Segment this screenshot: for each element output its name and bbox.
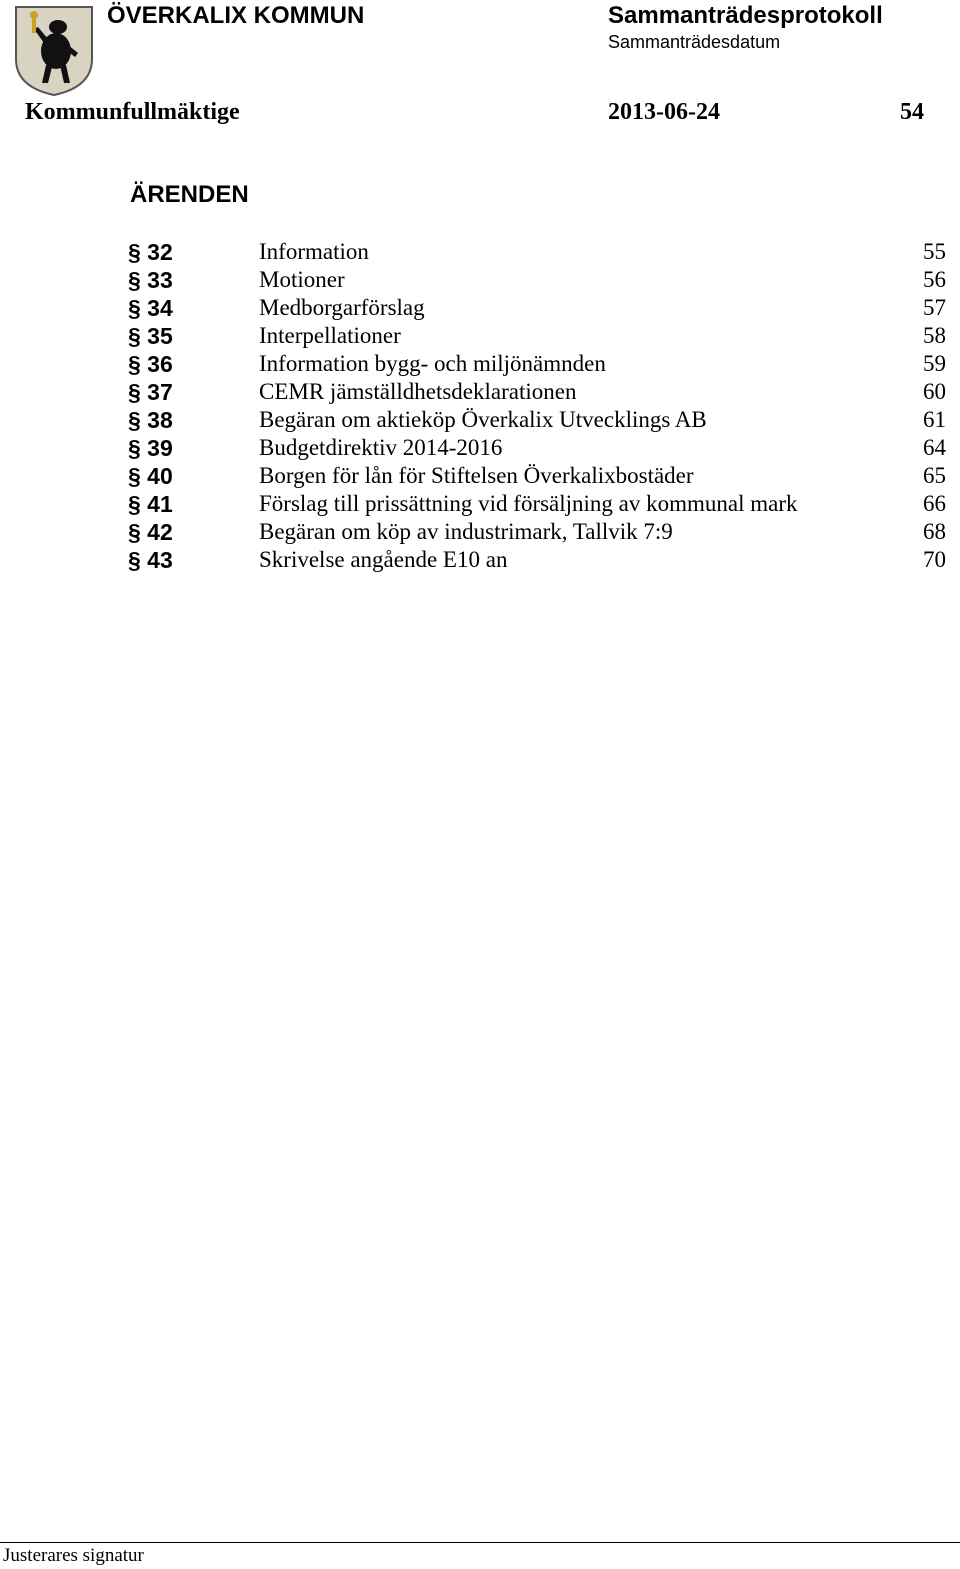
section-number: § 41: [128, 491, 173, 517]
agenda-list: [128, 238, 946, 574]
municipality-name: ÖVERKALIX KOMMUN: [107, 2, 365, 29]
item-page: 59: [923, 351, 946, 376]
item-title: Medborgarförslag: [259, 295, 425, 320]
item-title: Motioner: [259, 267, 345, 292]
item-page: 70: [923, 547, 946, 572]
item-page: 60: [923, 379, 946, 404]
item-page: 58: [923, 323, 946, 348]
section-heading: ÄRENDEN: [130, 181, 249, 208]
section-number: § 34: [128, 295, 173, 321]
agenda-item: [128, 406, 946, 434]
section-number: § 36: [128, 351, 173, 377]
item-title: Förslag till prissättning vid försäljning av kommunal mark: [259, 491, 798, 516]
agenda-item: [128, 434, 946, 462]
item-page: 61: [923, 407, 946, 432]
footer-divider: [0, 1542, 960, 1543]
item-page: 66: [923, 491, 946, 516]
agenda-item: [128, 490, 946, 518]
item-title: Skrivelse angående E10 an: [259, 547, 508, 572]
item-page: 64: [923, 435, 946, 460]
item-page: 55: [923, 239, 946, 264]
agenda-item: [128, 462, 946, 490]
page-number: 54: [900, 99, 924, 125]
item-title: Interpellationer: [259, 323, 401, 348]
governing-body: Kommunfullmäktige: [25, 99, 240, 125]
municipal-coat-of-arms: [12, 3, 96, 97]
item-page: 65: [923, 463, 946, 488]
meeting-date: 2013-06-24: [608, 99, 720, 125]
section-number: § 37: [128, 379, 173, 405]
item-title: CEMR jämställdhetsdeklarationen: [259, 379, 577, 404]
agenda-item: [128, 518, 946, 546]
item-page: 57: [923, 295, 946, 320]
section-number: § 38: [128, 407, 173, 433]
item-title: Information bygg- och miljönämnden: [259, 351, 606, 376]
item-page: 68: [923, 519, 946, 544]
signature-label: Justerares signatur: [3, 1545, 144, 1566]
section-number: § 43: [128, 547, 173, 573]
section-number: § 42: [128, 519, 173, 545]
agenda-item: [128, 238, 946, 266]
section-number: § 40: [128, 463, 173, 489]
section-number: § 32: [128, 239, 173, 265]
item-title: Budgetdirektiv 2014-2016: [259, 435, 503, 460]
item-title: Begäran om köp av industrimark, Tallvik 7:9: [259, 519, 673, 544]
agenda-item: [128, 546, 946, 574]
section-number: § 35: [128, 323, 173, 349]
item-title: Begäran om aktieköp Överkalix Utvecklings AB: [259, 407, 707, 432]
agenda-item: [128, 378, 946, 406]
agenda-item: [128, 322, 946, 350]
section-number: § 39: [128, 435, 173, 461]
agenda-item: [128, 350, 946, 378]
section-number: § 33: [128, 267, 173, 293]
item-title: Information: [259, 239, 369, 264]
item-title: Borgen för lån för Stiftelsen Överkalixbostäder: [259, 463, 694, 488]
document-type: Sammanträdesprotokoll: [608, 2, 883, 29]
agenda-item: [128, 266, 946, 294]
meeting-date-label: Sammanträdesdatum: [608, 32, 781, 52]
agenda-item: [128, 294, 946, 322]
item-page: 56: [923, 267, 946, 292]
